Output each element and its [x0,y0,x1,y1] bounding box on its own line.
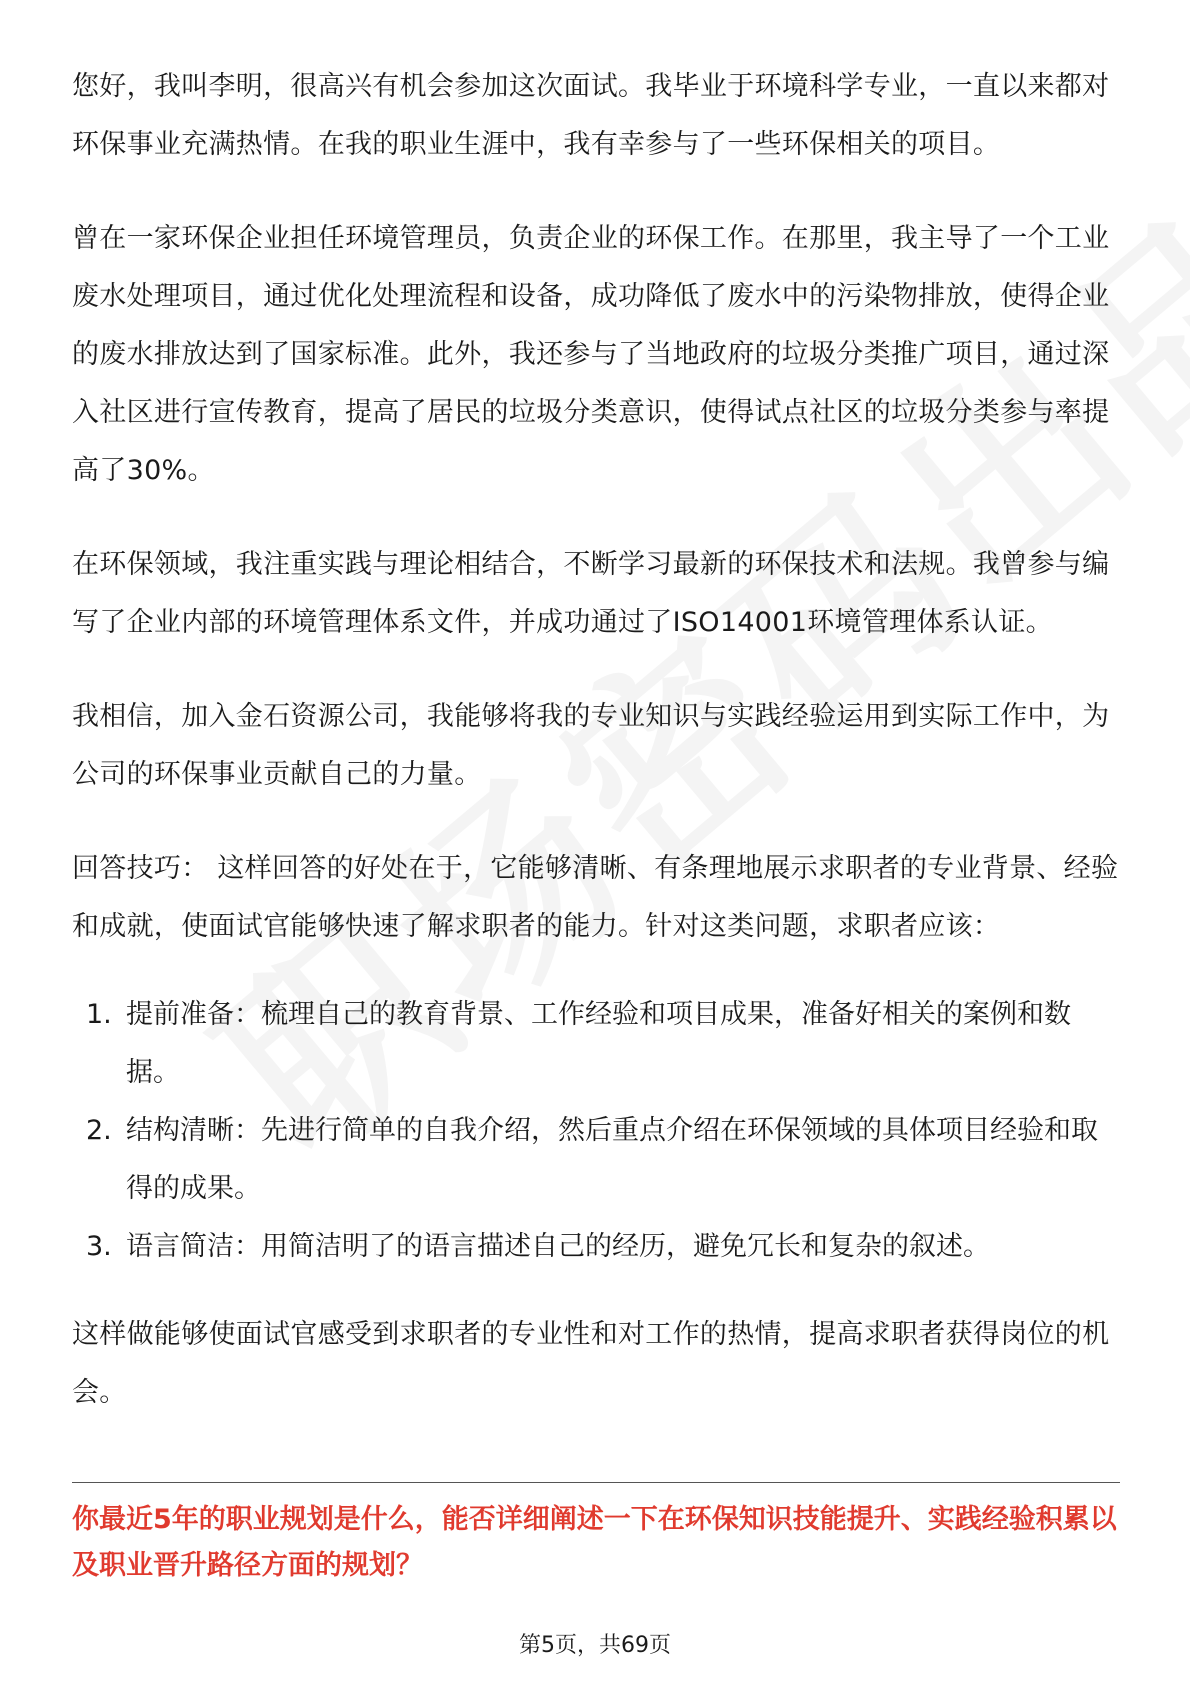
tips-item-text: 提前准备：梳理自己的教育背景、工作经验和项目成果，准备好相关的案例和数据。 [126,999,1071,1088]
answer-paragraph-motivation: 我相信，加入金石资源公司，我能够将我的专业知识与实践经验运用到实际工作中，为公司的环保事业贡献自己的力量。 [72,701,1110,790]
tips-list [72,986,1120,1276]
closing-paragraph: 这样做能够使面试官感受到求职者的专业性和对工作的热情，提高求职者获得岗位的机会。 [72,1319,1110,1408]
tips-item-number: 1. [86,999,112,1030]
tips-list-item [72,1102,1120,1218]
answer-paragraph-intro: 您好，我叫李明，很高兴有机会参加这次面试。我毕业于环境科学专业，一直以来都对环保事业充满热情。在我的职业生涯中，我有幸参与了一些环保相关的项目。 [72,71,1110,160]
tips-item-number: 2. [86,1115,112,1146]
tips-list-item [72,1218,1120,1276]
page-content [72,58,1120,1458]
tips-item-text: 语言简洁：用简洁明了的语言描述自己的经历，避免冗长和复杂的叙述。 [126,1231,990,1262]
answer-paragraph-experience: 曾在一家环保企业担任环境管理员，负责企业的环保工作。在那里，我主导了一个工业废水处理项目，通过优化处理流程和设备，成功降低了废水中的污染物排放，使得企业的废水排放达到了国家标准。此外，我还参与了当地政府的垃圾分类推广项目，通过深入社区进行宣传教育，提高了居民的垃圾分类意识，使得试点社区的垃圾分类参与率提高了30%。 [72,223,1110,486]
answer-paragraph-practice: 在环保领域，我注重实践与理论相结合，不断学习最新的环保技术和法规。我曾参与编写了企业内部的环境管理体系文件，并成功通过了ISO14001环境管理体系认证。 [72,549,1110,638]
next-question-heading: 你最近5年的职业规划是什么，能否详细阐述一下在环保知识技能提升、实践经验积累以及职业晋升路径方面的规划？ [72,1504,1117,1581]
tips-list-item [72,986,1120,1102]
page-number-footer: 第5页，共69页 [519,1633,671,1658]
section-divider [72,1482,1120,1483]
tips-item-text: 结构清晰：先进行简单的自我介绍，然后重点介绍在环保领域的具体项目经验和取得的成果。 [126,1115,1098,1204]
answer-tips-intro: 回答技巧： 这样回答的好处在于，它能够清晰、有条理地展示求职者的专业背景、经验和成就，使面试官能够快速了解求职者的能力。针对这类问题，求职者应该： [72,853,1119,942]
tips-item-number: 3. [86,1231,112,1262]
